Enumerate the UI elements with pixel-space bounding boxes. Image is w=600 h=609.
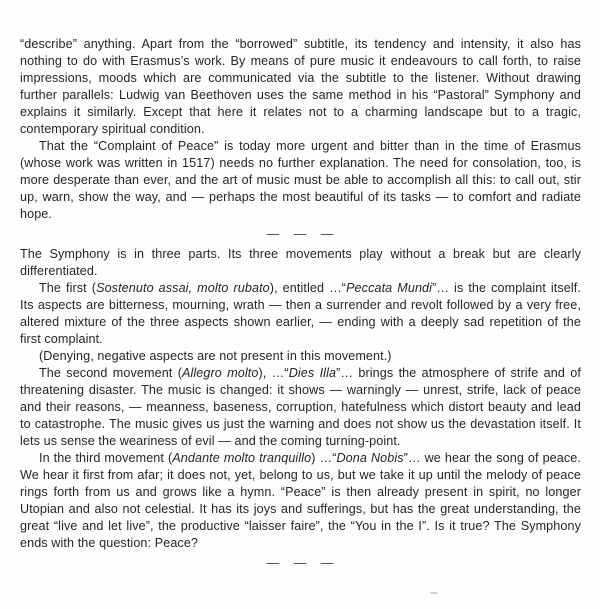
paragraph	[20, 450, 581, 552]
italic-term: Dona Nobis	[336, 451, 404, 465]
paragraph	[20, 138, 581, 223]
text-run: ) …“	[311, 451, 337, 465]
italic-term: Peccata Mundi	[346, 281, 433, 295]
text-run: The Symphony is in three parts. Its three movements play without a break but are clearly differentiated.	[20, 247, 581, 278]
paragraph	[20, 348, 581, 365]
section-divider: — — —	[266, 227, 335, 241]
text-run: ”… brings the atmosphere of strife and of threatening disaster. The music is changed: it shows — warningly — unrest, strife, lack of peace and their reasons, — meanness, baseness, corruption, hatefulness which distort beauty and lead to catastrophe. The music gives us just the warning and does not show us the devastation itself. It lets us sense the weariness of evil — and the coming turning-point.	[20, 366, 581, 448]
document-body	[20, 36, 581, 575]
paragraph	[20, 365, 581, 450]
text-run: In the third movement (	[39, 451, 173, 465]
italic-term: Allegro molto	[182, 366, 259, 380]
italic-term: Sostenuto assai, molto rubato	[96, 281, 270, 295]
text-run: ”… is the complaint itself. Its aspects are bitterness, mourning, wrath — then a surrender and revolt followed by a very free, altered mixture of the three aspects shown earlier, — ending with a deeply sad repetition of the first complaint.	[20, 281, 582, 346]
italic-term: Andante molto tranquillo	[172, 451, 312, 465]
text-run: That the “Complaint of Peace” is today more urgent and bitter than in the time of Erasmus (whose work was written in 1517) needs no further explanation. The need for consolation, too, is more desperate than ever, and the art of music must be able to accomplish all this: to call out, stir up, warn, show the way, and — perhaps the most beautiful of its tasks — to comfort and radiate hope.	[20, 139, 581, 221]
text-run: The second movement (	[39, 366, 182, 380]
text-run: ”… we hear the song of peace. We hear it first from afar; it does not, yet, belong to us, but we take it up until the melody of peace rings forth from us and grows like a hymn. “Peace” is then already present in spirit, no longer Utopian and also not celestial. It has its joys and sufferings, but has the great understanding, the great “live and let live”, the productive “laisser faire”, the “You in the I”. Is it true? The Symphony ends with the question: Peace?	[20, 451, 581, 550]
italic-term: Dies Illa	[288, 366, 337, 380]
section-divider: — — —	[266, 556, 335, 570]
scan-speck-artifact	[430, 592, 438, 594]
text-run: (Denying, negative aspects are not present in this movement.)	[39, 349, 392, 363]
text-run: ), …“	[258, 366, 289, 380]
text-run: ), entitled …“	[269, 281, 347, 295]
text-run: The first (	[39, 281, 97, 295]
paragraph	[20, 280, 581, 348]
text-run: “describe” anything. Apart from the “borrowed” subtitle, its tendency and intensity, it also has nothing to do with Erasmus’s work. By means of pure music it endeavours to call forth, to raise impressions, moods which are communicated via the subtitle to the listener. Without drawing further parallels: Ludwig van Beethoven uses the same method in his “Pastoral” Symphony and explains it similarly. Except that here it relates not to a charming landscape but to a tragic, contemporary spiritual condition.	[20, 37, 581, 136]
paragraph	[20, 36, 581, 138]
paragraph	[20, 246, 581, 280]
